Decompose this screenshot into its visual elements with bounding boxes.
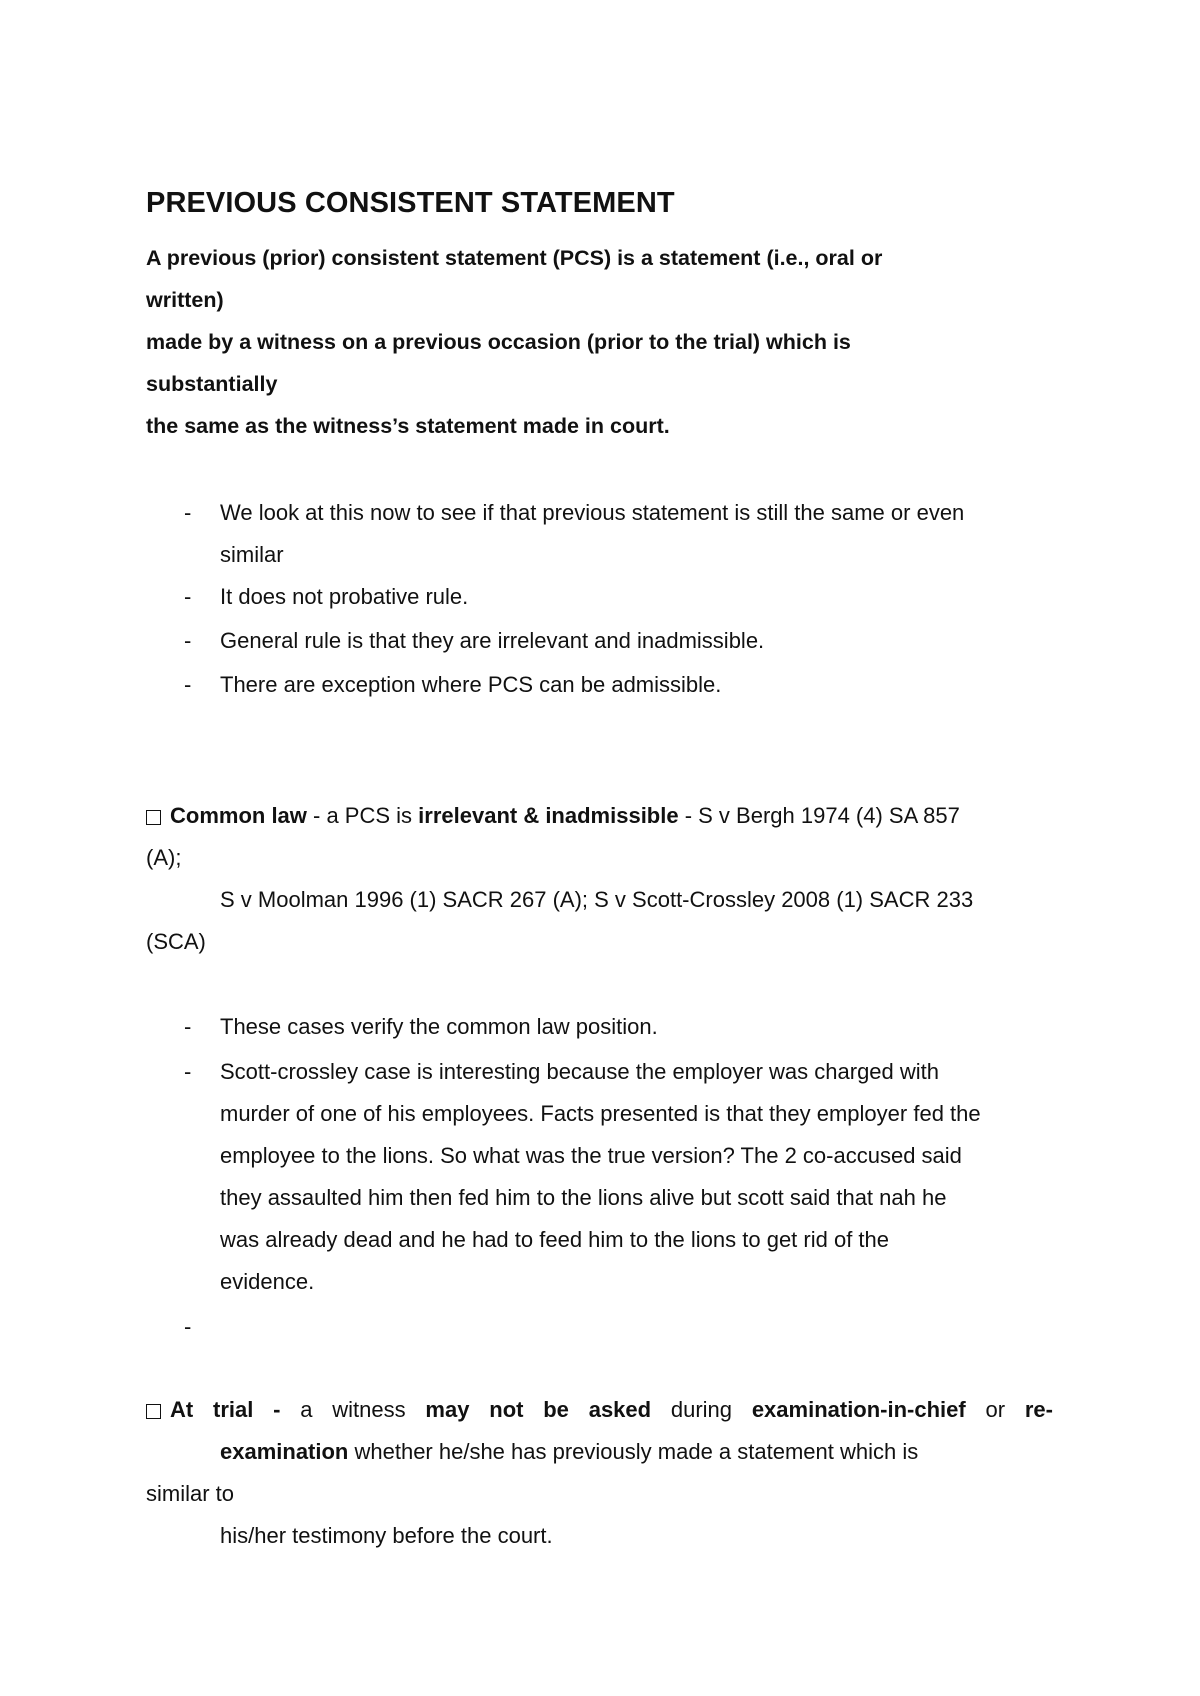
at-trial-line: similar to xyxy=(146,1481,235,1506)
bullet-dash: - xyxy=(184,1014,192,1039)
list-item: These cases verify the common law position. xyxy=(220,1014,658,1039)
at-trial-word: or xyxy=(985,1397,1006,1422)
list-item: It does not probative rule. xyxy=(220,584,469,609)
page-title: PREVIOUS CONSISTENT STATEMENT xyxy=(146,187,675,219)
checkbox-icon xyxy=(146,810,161,825)
at-trial-word: not xyxy=(489,1397,524,1422)
at-trial-word: trial xyxy=(213,1397,254,1422)
list-item: they assaulted him then fed him to the lions alive but scott said that nah he xyxy=(220,1185,947,1210)
bullet-dash: - xyxy=(184,628,192,653)
list-item: evidence. xyxy=(220,1269,315,1294)
at-trial-word: re- xyxy=(1024,1397,1053,1422)
bullet-dash: - xyxy=(184,500,192,525)
bullet-dash: - xyxy=(184,584,192,609)
common-law-line xyxy=(146,795,960,837)
at-trial-emphasis: examination xyxy=(220,1439,349,1464)
at-trial-word: At xyxy=(146,1389,193,1431)
list-item: Scott-crossley case is interesting because the employer was charged with xyxy=(220,1059,940,1084)
list-item: We look at this now to see if that previous statement is still the same or even xyxy=(220,500,965,525)
definition-block xyxy=(146,237,882,447)
at-trial-word: - xyxy=(273,1397,281,1422)
at-trial-text: whether he/she has previously made a statement which is xyxy=(348,1439,919,1464)
list-item: employee to the lions. So what was the true version? The 2 co-accused said xyxy=(220,1143,962,1168)
common-law-emphasis: irrelevant & inadmissible xyxy=(418,803,679,828)
at-trial-word: during xyxy=(670,1397,733,1422)
list-item: There are exception where PCS can be admissible. xyxy=(220,672,722,697)
definition-line: the same as the witness’s statement made in court. xyxy=(146,414,670,438)
at-trial-line xyxy=(146,1389,1053,1431)
definition-line: substantially xyxy=(146,372,278,396)
case-citation: (SCA) xyxy=(146,929,206,954)
list-item: General rule is that they are irrelevant and inadmissible. xyxy=(220,628,765,653)
at-trial-word: a xyxy=(300,1397,313,1422)
common-law-text: - a PCS is xyxy=(306,803,419,828)
bullet-dash: - xyxy=(184,1314,192,1339)
case-citation: - S v Bergh 1974 (4) SA 857 xyxy=(678,803,960,828)
at-trial-word: be xyxy=(543,1397,569,1422)
at-trial-line: his/her testimony before the court. xyxy=(220,1523,553,1548)
common-law-heading: Common law xyxy=(170,803,307,828)
bullet-dash: - xyxy=(184,1059,192,1084)
list-item: similar xyxy=(220,542,284,567)
bullet-dash: - xyxy=(184,672,192,697)
list-item: was already dead and he had to feed him to the lions to get rid of the xyxy=(220,1227,890,1252)
definition-line: written) xyxy=(146,288,224,312)
at-trial-word: asked xyxy=(588,1397,652,1422)
definition-line: A previous (prior) consistent statement (PCS) is a statement (i.e., oral or xyxy=(146,246,883,270)
at-trial-word: examination-in-chief xyxy=(751,1397,966,1422)
checkbox-icon xyxy=(146,1404,161,1419)
case-citation: (A); xyxy=(146,845,182,870)
case-citation: S v Moolman 1996 (1) SACR 267 (A); S v Scott-Crossley 2008 (1) SACR 233 xyxy=(220,887,974,912)
list-item: murder of one of his employees. Facts presented is that they employer fed the xyxy=(220,1101,981,1126)
definition-line: made by a witness on a previous occasion (prior to the trial) which is xyxy=(146,330,851,354)
at-trial-word: may xyxy=(425,1397,470,1422)
at-trial-word: witness xyxy=(332,1397,406,1422)
at-trial-line xyxy=(220,1431,918,1473)
